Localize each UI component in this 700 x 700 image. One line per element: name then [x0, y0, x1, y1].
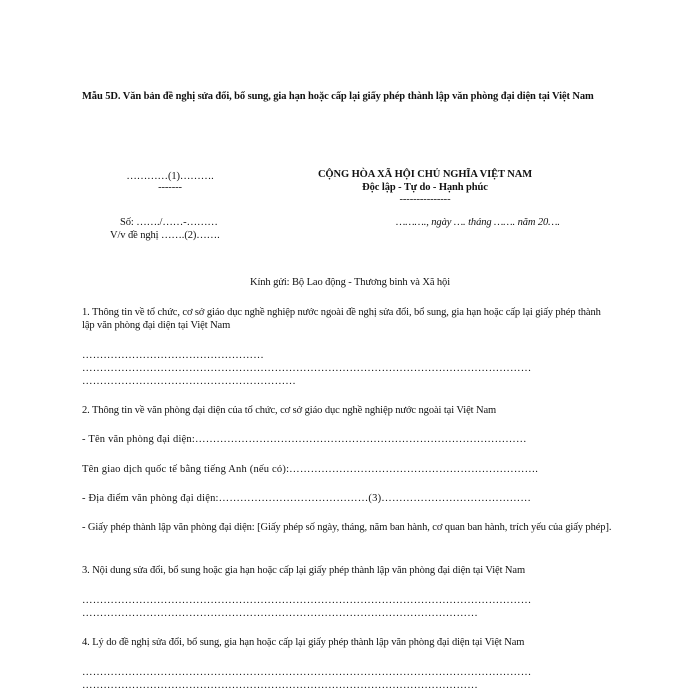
- section-1-fill-line-2: ………………………………………………………………………………………………………………: [82, 363, 532, 374]
- recipient-line: Kính gửi: Bộ Lao động - Thương binh và Xã hội: [249, 277, 451, 288]
- left-header-divider: -------: [158, 182, 182, 193]
- section-1-fill-line-1: ……………………………………………: [82, 350, 264, 361]
- national-motto: Độc lập - Tự do - Hạnh phúc: [362, 182, 488, 193]
- form-title: Mẫu 5D. Văn bản đề nghị sửa đổi, bổ sung, gia hạn hoặc cấp lại giấy phép thành lập văn phòng đại diện tại Việt Nam: [82, 91, 594, 102]
- section-4-fill-line-2: …………………………………………………………………………………………………: [82, 680, 478, 691]
- document-subject: V/v đề nghị …….(2)…….: [110, 230, 220, 241]
- english-name-line: Tên giao dịch quốc tế bằng tiếng Anh (nếu có):…………………………………………………………….: [82, 464, 539, 475]
- organization-placeholder: …………(1)……….: [126, 171, 214, 182]
- section-1-fill-line-3: ……………………………………………………: [82, 376, 296, 387]
- section-3-fill-line-2: …………………………………………………………………………………………………: [82, 608, 478, 619]
- country-name: CỘNG HÒA XÃ HỘI CHỦ NGHĨA VIỆT NAM: [317, 169, 533, 180]
- section-4-fill-line-1: ………………………………………………………………………………………………………………: [82, 667, 532, 678]
- office-location-line: - Địa điểm văn phòng đại diện:……………………………………(3)……………………………………: [82, 493, 532, 504]
- date-line: ………., ngày …. tháng ……. năm 20….: [396, 217, 560, 228]
- section-3-heading: 3. Nội dung sửa đổi, bổ sung hoặc gia hạn hoặc cấp lại giấy phép thành lập văn phòng đại diện tại Việt Nam: [82, 565, 526, 576]
- section-3-fill-line-1: ………………………………………………………………………………………………………………: [82, 595, 532, 606]
- office-name-line: - Tên văn phòng đại diện:…………………………………………………………………………………: [82, 434, 527, 445]
- right-header-divider: ---------------: [399, 194, 451, 205]
- section-1-heading: 1. Thông tin về tổ chức, cơ sở giáo dục nghề nghiệp nước ngoài đề nghị sửa đổi, bổ sung, gia hạn hoặc cấp lại giấy phép thành lập văn phòng đại diện tại Việt Nam: [82, 307, 601, 331]
- section-4-heading: 4. Lý do đề nghị sửa đổi, bổ sung, gia hạn hoặc cấp lại giấy phép thành lập văn phòng đại diện tại Việt Nam: [82, 637, 525, 648]
- section-2-heading: 2. Thông tin về văn phòng đại diện của tổ chức, cơ sở giáo dục nghề nghiệp nước ngoài tại Việt Nam: [82, 405, 497, 416]
- license-info-line: - Giấy phép thành lập văn phòng đại diện: [Giấy phép số ngày, tháng, năm ban hành, cơ quan ban hành, trích yếu của giấy phép].: [82, 522, 612, 533]
- document-number: Số: ……./……-………: [120, 217, 218, 228]
